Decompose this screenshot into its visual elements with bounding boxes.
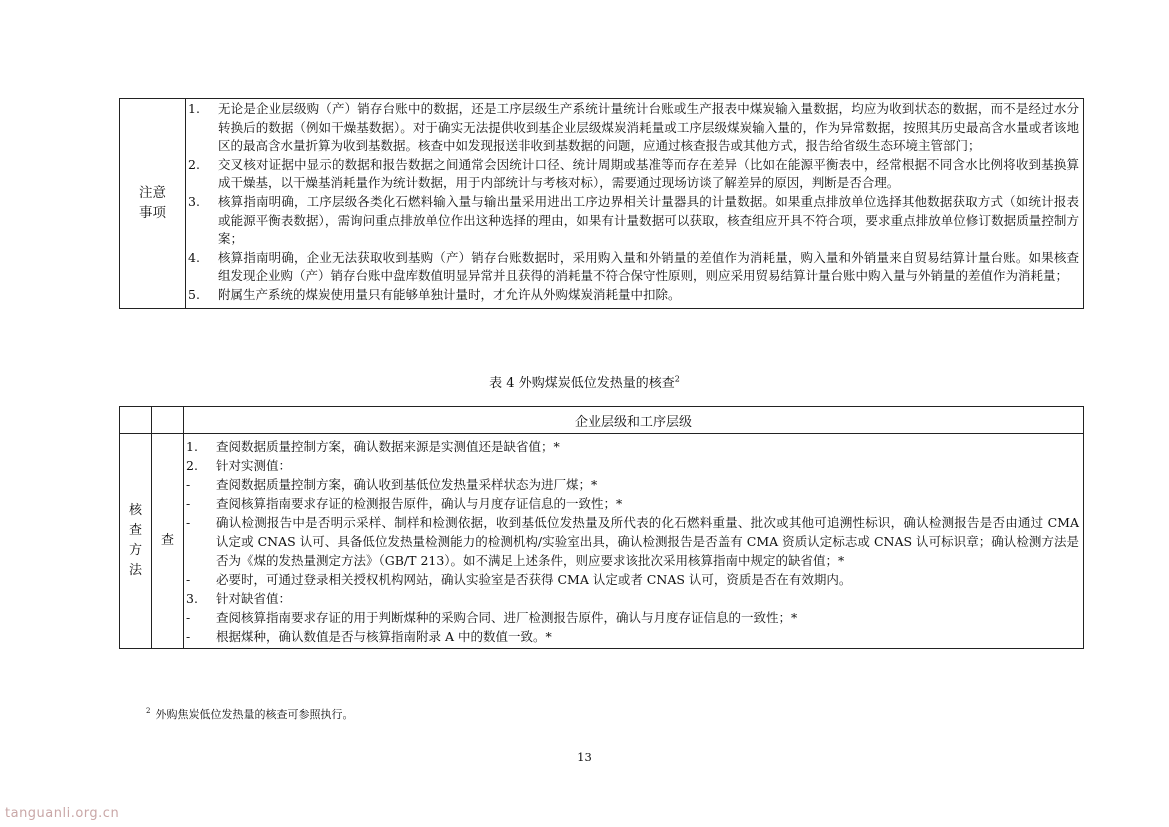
notes-item-number: 4. xyxy=(188,249,200,265)
notes-label-cell xyxy=(120,99,186,309)
table-caption-footnote-ref: 2 xyxy=(674,374,680,384)
watermark: tanguanli.org.cn xyxy=(5,806,120,821)
notes-item xyxy=(186,286,1079,305)
verification-step xyxy=(184,627,1079,646)
verification-step xyxy=(184,494,1079,513)
notes-item-text: 附属生产系统的煤炭使用量只有能够单独计量时，才允许从外购煤炭消耗量中扣除。 xyxy=(218,286,681,302)
notes-row xyxy=(120,99,1084,309)
verification-step-marker: - xyxy=(186,496,191,511)
page-number: 13 xyxy=(577,750,592,764)
verification-header: 企业层级和工序层级 xyxy=(184,407,1084,434)
verification-step-marker: - xyxy=(186,610,191,625)
table-caption xyxy=(0,372,1169,391)
verification-step xyxy=(184,513,1079,570)
notes-item-number: 3. xyxy=(188,193,200,209)
verification-step-marker: 3. xyxy=(186,591,198,606)
verification-step-marker: - xyxy=(186,572,191,587)
verification-table xyxy=(119,406,1084,649)
notes-item-number: 1. xyxy=(188,101,200,116)
notes-item xyxy=(186,100,1079,156)
verification-step-text: 根据煤种，确认数值是否与核算指南附录 A 中的数值一致。* xyxy=(216,629,552,644)
notes-list xyxy=(186,100,1079,305)
method-label-cell xyxy=(120,434,152,649)
method-label: 核 查 方 法 xyxy=(128,503,142,578)
notes-item-text: 核算指南明确，企业无法获取收到基购（产）销存台账数据时，采用购入量和外销量的差值作为消耗量，购入量和外销量来自贸易结算计量台账。如果核查组发现企业购（产）销存台账中盘库数值明显异常并且获得的消耗量不符合保守性原则，则应采用贸易结算计量台账中购入量与外销量的差值作为消耗量； xyxy=(218,249,1079,284)
notes-item xyxy=(186,193,1079,249)
verification-step-text: 针对缺省值： xyxy=(216,591,292,606)
verification-step-text: 必要时，可通过登录相关授权机构网站，确认实验室是否获得 CMA 认定或者 CNAS 认可，资质是否在有效期内。 xyxy=(216,572,852,587)
notes-label: 注意 事项 xyxy=(139,185,166,222)
footnote-text: 外购焦炭低位发热量的核查可参照执行。 xyxy=(155,708,354,721)
verification-step-text: 针对实测值： xyxy=(216,458,292,473)
verification-step xyxy=(184,570,1079,589)
verification-body-row xyxy=(120,434,1084,649)
verification-step-text: 查阅数据质量控制方案，确认收到基低位发热量采样状态为进厂煤；* xyxy=(216,477,598,492)
notes-item-text: 无论是企业层级购（产）销存台账中的数据，还是工序层级生产系统计量统计台账或生产报表中煤炭输入量数据，均应为收到状态的数据，而不是经过水分转换后的数据（例如干燥基数据）。对于确实无法提供收到基企业层级煤炭消耗量或工序层级煤炭输入量的，作为异常数据，按照其历史最高含水量或者该地区的最高含水量折算为收到基数据。核查中如发现报送非收到基数据的问题，应通过核查报告或其他方式，报告给省级生态环境主管部门； xyxy=(218,101,1079,154)
notes-item-text: 交叉核对证据中显示的数据和报告数据之间通常会因统计口径、统计周期或基准等而存在差异（比如在能源平衡表中，经常根据不同含水比例将收到基换算成干燥基，以干燥基消耗量作为统计数据，用于内部统计与考核对标），需要通过现场访谈了解差异的原因，判断是否合理。 xyxy=(218,156,1079,191)
verification-step xyxy=(184,589,1079,608)
verification-step xyxy=(184,475,1079,494)
verification-content-cell xyxy=(184,434,1084,649)
verification-step xyxy=(184,437,1079,456)
header-empty-cell-2 xyxy=(152,407,184,434)
verification-step-text: 查阅核算指南要求存证的检测报告原件，确认与月度存证信息的一致性；* xyxy=(216,496,623,511)
check-label: 查 xyxy=(160,533,174,548)
verification-step-marker: - xyxy=(186,515,191,530)
verification-step xyxy=(184,456,1079,475)
notes-item xyxy=(186,156,1079,193)
footnote-marker: 2 xyxy=(146,707,151,716)
verification-steps-list xyxy=(184,437,1079,646)
header-empty-cell-1 xyxy=(120,407,152,434)
verification-step-marker: - xyxy=(186,629,191,644)
notes-item-number: 5. xyxy=(188,286,200,302)
footnote xyxy=(146,706,353,722)
notes-table xyxy=(119,98,1084,309)
verification-step-text: 确认检测报告中是否明示采样、制样和检测依据，收到基低位发热量及所代表的化石燃料重量、批次或其他可追溯性标识，确认检测报告是否由通过 CMA 认定或 CNAS 认可、具备低位发热量检测能力的检测机构/实验室出具，确认检测报告是否盖有 CMA 资质认定标志或 CNAS 认可标识章；确认检测方法是否为《煤的发热量测定方法》（GB/T 213）。如不满足上述条件，则应要求该批次采用核算指南中规定的缺省值；* xyxy=(216,515,1079,568)
verification-header-row xyxy=(120,407,1084,434)
check-label-cell xyxy=(152,434,184,649)
verification-step-text: 查阅数据质量控制方案，确认数据来源是实测值还是缺省值；* xyxy=(216,439,560,454)
notes-content-cell xyxy=(186,99,1084,309)
verification-step-text: 查阅核算指南要求存证的用于判断煤种的采购合同、进厂检测报告原件，确认与月度存证信息的一致性；* xyxy=(216,610,798,625)
verification-step-marker: 2. xyxy=(186,458,198,473)
notes-item-text: 核算指南明确，工序层级各类化石燃料输入量与输出量采用进出工序边界相关计量器具的计量数据。如果重点排放单位选择其他数据获取方式（如统计报表或能源平衡表数据），需询问重点排放单位作出这种选择的理由，如果有计量数据可以获取，核查组应开具不符合项，要求重点排放单位修订数据质量控制方案； xyxy=(218,193,1079,247)
table-caption-text: 表 4 外购煤炭低位发热量的核查 xyxy=(489,376,675,391)
verification-step xyxy=(184,608,1079,627)
notes-item-number: 2. xyxy=(188,156,200,172)
notes-item xyxy=(186,249,1079,286)
verification-step-marker: - xyxy=(186,477,191,492)
verification-step-marker: 1. xyxy=(186,439,198,454)
